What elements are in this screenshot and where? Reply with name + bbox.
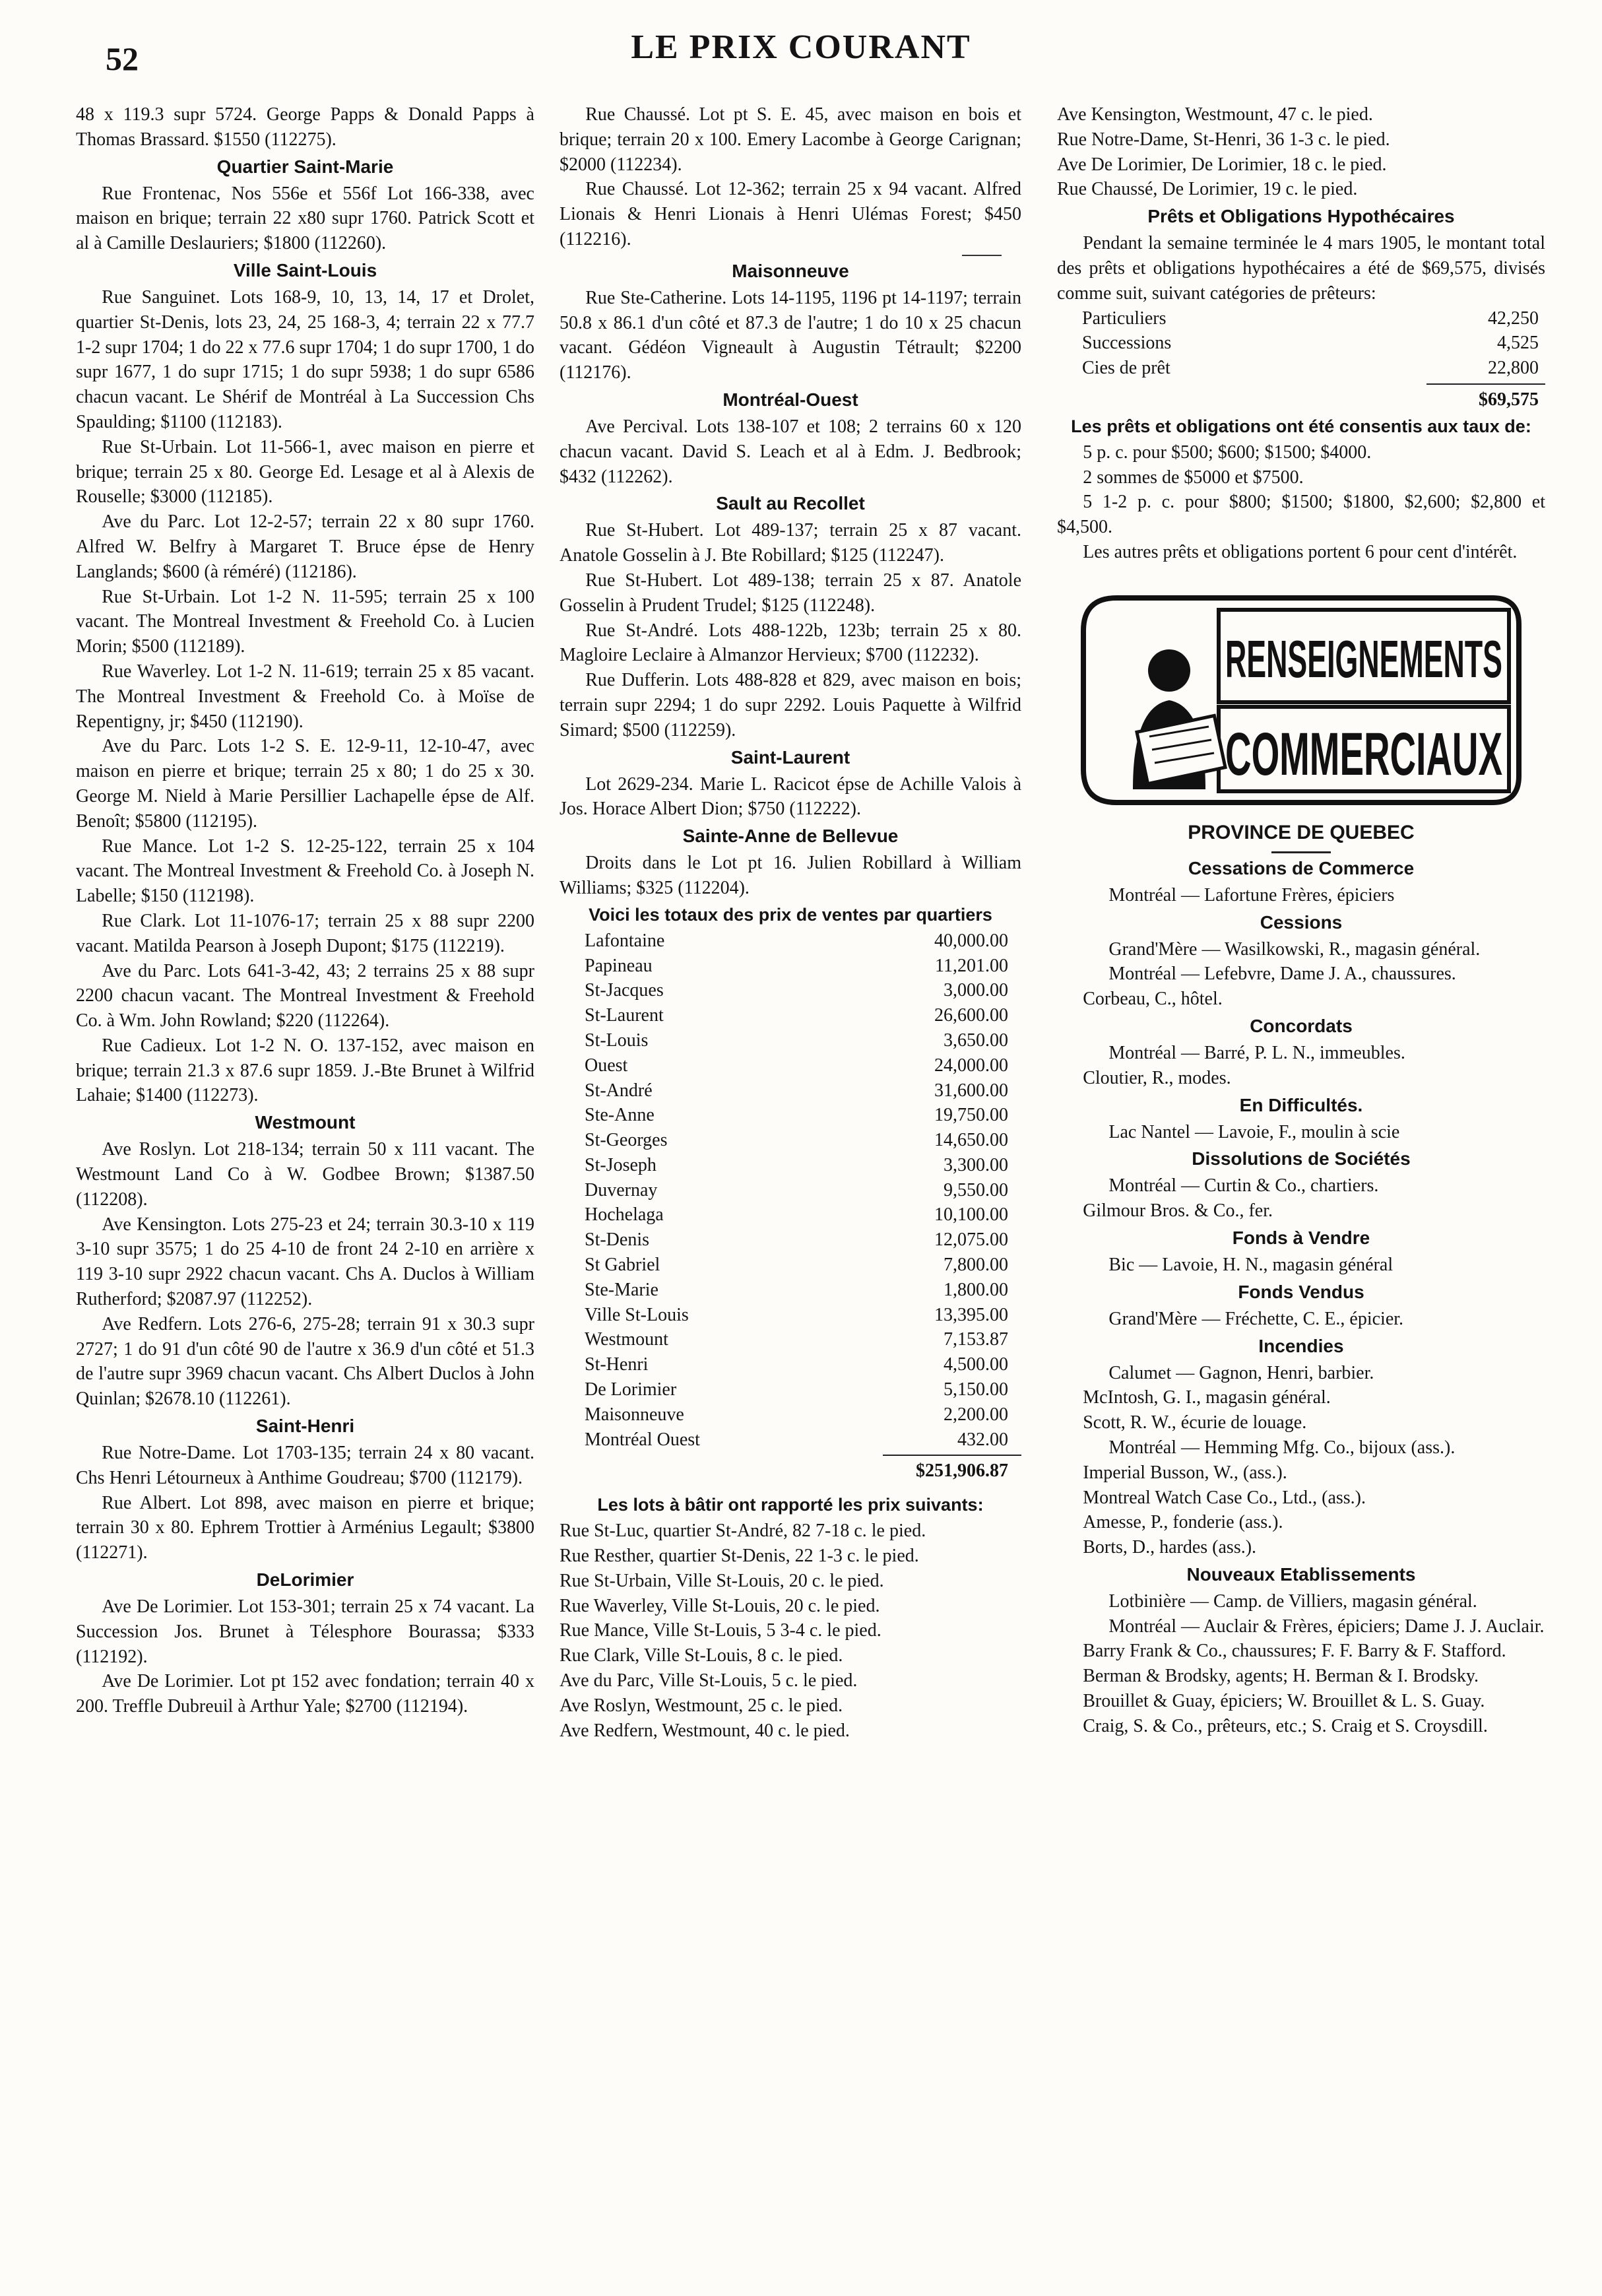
article-paragraph: Rue Notre-Dame. Lot 1703-135; terrain 24 x 80 vacant. Chs Henri Létourneux à Anthime Goudreau; $700 (112179).: [76, 1443, 534, 1488]
article-paragraph: Lot 2629-234. Marie L. Racicot épse de Achille Valois à Jos. Horace Albert Dion; $750 (112222).: [560, 773, 1021, 820]
ward-total: 12,075.00: [934, 1230, 1008, 1251]
lot-price-item: Rue Chaussé, De Lorimier, 19 c. le pied.: [1057, 179, 1358, 200]
ward-name: Hochelaga: [585, 1204, 664, 1226]
article-paragraph: Rue Cadieux. Lot 1-2 N. O. 137-152, avec maison en brique; terrain 21.3 x 87.6 supr 1859. J.-Bte Brunet à Wilfrid Lahaie; $1400 (112273).: [76, 1035, 534, 1106]
column-3: [1057, 102, 1545, 2274]
renseignements-banner: [1070, 591, 1525, 809]
business-entry: Lotbinière — Camp. de Villiers, magasin général.: [1108, 1591, 1477, 1612]
totals-row: [560, 1103, 1021, 1128]
totals-row: [560, 1078, 1021, 1103]
totals-row: [560, 1327, 1021, 1352]
business-entry: Borts, D., hardes (ass.).: [1083, 1537, 1257, 1558]
business-entry: Grand'Mère — Wasilkowski, R., magasin général.: [1108, 938, 1481, 960]
ward-name: Ste-Marie: [585, 1279, 658, 1300]
divider: [1271, 851, 1331, 853]
lender-category: Successions: [1082, 333, 1172, 354]
business-entry: Montréal — Barré, P. L. N., immeubles.: [1108, 1042, 1405, 1063]
ward-total: 10,100.00: [934, 1204, 1008, 1226]
section-heading: Saint-Laurent: [730, 746, 850, 768]
ward-total: 9,550.00: [944, 1179, 1008, 1200]
section-heading: Maisonneuve: [732, 260, 849, 281]
lender-category: Particuliers: [1082, 308, 1167, 329]
loan-amount: 4,525: [1497, 333, 1539, 354]
business-entry: Montréal — Lefebvre, Dame J. A., chaussures.: [1108, 964, 1456, 985]
ward-name: Ouest: [585, 1055, 628, 1076]
business-entry: Montréal — Auclair & Frères, épiciers; Dame J. J. Auclair.: [1108, 1616, 1545, 1637]
ward-total: 19,750.00: [934, 1105, 1008, 1126]
section-heading: Ville Saint-Louis: [233, 259, 377, 280]
article-paragraph: Rue St-André. Lots 488-122b, 123b; terrain 25 x 80. Magloire Leclaire à Almanzor Hervieux; $700 (112232).: [560, 620, 1021, 666]
loan-amount: 42,250: [1488, 308, 1539, 329]
ward-total: 7,153.87: [944, 1329, 1008, 1350]
business-entry: Scott, R. W., écurie de louage.: [1083, 1412, 1307, 1433]
article-paragraph: Rue Chaussé. Lot pt S. E. 45, avec maison en bois et brique; terrain 20 x 100. Emery Lacombe à George Carignan; $2000 (112234).: [560, 104, 1021, 175]
ward-name: Papineau: [585, 955, 653, 976]
article-paragraph: Rue St-Hubert. Lot 489-138; terrain 25 x 87. Anatole Gosselin à Prudent Trudel; $125 (112248).: [560, 570, 1021, 616]
ward-name: Duvernay: [585, 1179, 658, 1200]
ward-name: St-Denis: [585, 1230, 649, 1251]
lot-price-item: Ave Roslyn, Westmount, 25 c. le pied.: [560, 1695, 843, 1716]
article-paragraph: Ave Redfern. Lots 276-6, 275-28; terrain 91 x 30.3 supr 2727; 1 do 91 d'un côté 90 de l'autre x 36.9 d'un côté et 51.3 de l'autre supr 3969 chacun vacant. Chs Albert Duclos à John Quinlan; $2678.10 (112261).: [76, 1313, 534, 1410]
section-heading: Prêts et Obligations Hypothécaires: [1147, 206, 1455, 227]
article-paragraph: Rue Ste-Catherine. Lots 14-1195, 1196 pt 14-1197; terrain 50.8 x 86.1 d'un côté et 87.3 de l'autre; 1 do 10 x 25 chacun vacant. Gédéon Vigneault à Augustin Tétrault; $2200 (112176).: [560, 287, 1021, 383]
ward-name: Montréal Ouest: [585, 1429, 700, 1450]
business-entry: Montreal Watch Case Co., Ltd., (ass.).: [1083, 1487, 1366, 1508]
totals-row: [560, 1028, 1021, 1053]
article-paragraph: Rue Waverley. Lot 1-2 N. 11-619; terrain 25 x 85 vacant. The Montreal Investment & Freehold Co. à Moïse de Repentigny, jr; $450 (112190).: [76, 661, 534, 732]
business-entry: Montréal — Curtin & Co., chartiers.: [1108, 1175, 1379, 1197]
ward-total: 3,000.00: [944, 980, 1008, 1001]
loans-row: [1057, 356, 1545, 381]
ward-total: 14,650.00: [934, 1130, 1008, 1151]
article-paragraph: 48 x 119.3 supr 5724. George Papps & Donald Papps à Thomas Brassard. $1550 (112275).: [76, 104, 534, 150]
section-heading: Montréal-Ouest: [722, 389, 858, 410]
article-paragraph: Ave Roslyn. Lot 218-134; terrain 50 x 111 vacant. The Westmount Land Co à W. Godbee Brown; $1387.50 (112208).: [76, 1139, 534, 1210]
business-entry: Craig, S. & Co., prêteurs, etc.; S. Craig et S. Croysdill.: [1083, 1715, 1488, 1736]
totals-row: [560, 1128, 1021, 1153]
section-heading: Fonds à Vendre: [1232, 1227, 1370, 1248]
article-paragraph: Rue St-Urbain. Lot 11-566-1, avec maison en pierre et brique; terrain 25 x 80. George Ed. Lesage et al à Alexis de Rouselle; $3000 (112185).: [76, 436, 534, 508]
ward-name: St-Laurent: [585, 1005, 664, 1026]
business-entry: Bic — Lavoie, H. N., magasin général: [1108, 1254, 1394, 1275]
divider: [962, 255, 1002, 256]
section-heading: Saint-Henri: [255, 1416, 355, 1437]
lot-price-item: Ave Redfern, Westmount, 40 c. le pied.: [560, 1720, 850, 1741]
article-paragraph: Ave du Parc. Lots 1-2 S. E. 12-9-11, 12-10-47, avec maison en pierre et brique; terrain 25 x 80; 1 do 25 x 30. George M. Nield à Marie Persillier Lachapelle épse de Alf. Benoît; $5800 (112195).: [76, 736, 534, 832]
section-heading: Quartier Saint-Marie: [216, 156, 394, 177]
ward-total: 1,800.00: [944, 1279, 1008, 1300]
totals-row: [560, 1253, 1021, 1278]
business-entry: Amesse, P., fonderie (ass.).: [1083, 1512, 1283, 1533]
article-paragraph: Ave Kensington. Lots 275-23 et 24; terrain 30.3-10 x 119 3-10 supr 3575; 1 do 25 4-10 de front 24 2-10 en arrière x 119 3-10 supr 2922 chacun vacant. Chs A. Duclos à William Rutherford; $2087.97 (112252).: [76, 1214, 534, 1310]
lot-price-item: Ave du Parc, Ville St-Louis, 5 c. le pied.: [560, 1670, 858, 1691]
ward-total: 24,000.00: [934, 1055, 1008, 1076]
ward-name: St-Henri: [585, 1354, 649, 1375]
section-heading: Cessations de Commerce: [1188, 857, 1415, 878]
ward-total: 40,000.00: [934, 930, 1008, 951]
business-entry: Imperial Busson, W., (ass.).: [1083, 1462, 1287, 1483]
total-rule: [883, 1455, 1021, 1456]
business-entry: Berman & Brodsky, agents; H. Berman & I. Brodsky.: [1083, 1666, 1479, 1687]
section-heading: Voici les totaux des prix de ventes par quartiers: [589, 904, 992, 925]
article-paragraph: Rue Albert. Lot 898, avec maison en pierre et brique; terrain 30 x 80. Ephrem Trottier à Arménius Legault; $3800 (112271).: [76, 1492, 534, 1563]
article-paragraph: Rue Sanguinet. Lots 168-9, 10, 13, 14, 17 et Drolet, quartier St-Denis, lots 23, 24, 25 168-3, 4; terrain 22 x 77.7 1-2 supr 1704; 1 do 22 x 77.6 supr 1704; 1 do supr 1700, 1 do supr 1677, 1 do supr 1715; 1 do supr 5938; 1 do supr 6586 chacun vacant. Le Shérif de Montréal à La Succession Chs Spaulding; $1100 (112183).: [76, 286, 534, 432]
business-entry: Calumet — Gagnon, Henri, barbier.: [1108, 1362, 1374, 1383]
ward-total: 13,395.00: [934, 1304, 1008, 1325]
totals-table: [560, 929, 1021, 1453]
totals-row: [560, 954, 1021, 979]
grand-total: $251,906.87: [916, 1460, 1008, 1482]
ward-total: 432.00: [957, 1429, 1008, 1450]
business-entry: Gilmour Bros. & Co., fer.: [1083, 1200, 1273, 1222]
section-heading: DeLorimier: [256, 1569, 354, 1591]
ward-total: 31,600.00: [934, 1080, 1008, 1101]
banner-graphic: [1070, 591, 1525, 809]
business-entry: Lac Nantel — Lavoie, F., moulin à scie: [1108, 1121, 1400, 1142]
loan-amount: 22,800: [1488, 358, 1539, 379]
ward-name: St-Jacques: [585, 980, 664, 1001]
article-paragraph: Rue Frontenac, Nos 556e et 556f Lot 166-338, avec maison en brique; terrain 22 x80 supr 1760. Patrick Scott et al à Camille Deslauriers; $1800 (112260).: [76, 183, 534, 254]
section-heading: Westmount: [255, 1112, 356, 1133]
loans-table: [1057, 306, 1545, 381]
ward-name: Westmount: [585, 1329, 668, 1350]
lot-price-item: Rue Notre-Dame, St-Henri, 36 1-3 c. le pied.: [1057, 129, 1390, 150]
ward-name: Ville St-Louis: [585, 1304, 689, 1325]
article-paragraph: Pendant la semaine terminée le 4 mars 1905, le montant total des prêts et obligations hypothécaires a été de $69,575, divisés comme suit, suivant catégories de prêteurs:: [1057, 233, 1545, 304]
totals-row: [560, 978, 1021, 1003]
page-title: LE PRIX COURANT: [631, 28, 971, 66]
province-heading: PROVINCE DE QUEBEC: [1188, 821, 1415, 843]
rates-list: [1057, 440, 1545, 565]
ward-total: 7,800.00: [944, 1255, 1008, 1276]
ward-name: Maisonneuve: [585, 1404, 684, 1425]
loans-row: [1057, 306, 1545, 331]
lender-category: Cies de prêt: [1082, 358, 1170, 379]
page-header: [0, 25, 1602, 84]
rate-item: 5 p. c. pour $500; $600; $1500; $4000.: [1083, 442, 1372, 463]
column-1: [76, 102, 534, 2274]
section-heading: Cessions: [1260, 911, 1343, 933]
totals-row: [560, 1003, 1021, 1028]
ward-name: St-Louis: [585, 1030, 649, 1051]
lot-price-item: Ave Kensington, Westmount, 47 c. le pied.: [1057, 104, 1373, 125]
ward-total: 3,650.00: [944, 1030, 1008, 1051]
lot-price-item: Ave De Lorimier, De Lorimier, 18 c. le pied.: [1057, 154, 1387, 175]
totals-row: [560, 1352, 1021, 1377]
lots-list-continued: [1057, 102, 1545, 202]
rate-item: Les autres prêts et obligations portent 6 pour cent d'intérêt.: [1083, 541, 1518, 562]
article-paragraph: Ave du Parc. Lots 641-3-42, 43; 2 terrains 25 x 88 supr 2200 chacun vacant. The Montreal Investment & Freehold Co. à Wm. John Rowland; $220 (112264).: [76, 960, 534, 1032]
totals-row: [560, 1303, 1021, 1328]
ward-total: 26,600.00: [934, 1005, 1008, 1026]
reader-figure-icon: [1133, 649, 1225, 789]
section-heading: Incendies: [1258, 1335, 1344, 1356]
lot-price-item: Rue Resther, quartier St-Denis, 22 1-3 c. le pied.: [560, 1546, 919, 1567]
lot-price-item: Rue St-Urbain, Ville St-Louis, 20 c. le pied.: [560, 1570, 884, 1591]
banner-line-1: RENSEIGNEMENTS: [1225, 629, 1502, 688]
commercial-sections: [1057, 856, 1545, 1739]
business-entry: Corbeau, C., hôtel.: [1083, 989, 1223, 1010]
ward-name: St-Georges: [585, 1130, 668, 1151]
ward-name: St-Joseph: [585, 1154, 657, 1175]
ward-name: St Gabriel: [585, 1255, 660, 1276]
totals-row: [560, 1278, 1021, 1303]
lots-list: [560, 1519, 1021, 1743]
loans-row: [1057, 331, 1545, 356]
lot-price-item: Rue Waverley, Ville St-Louis, 20 c. le pied.: [560, 1595, 880, 1616]
article-paragraph: Ave du Parc. Lot 12-2-57; terrain 22 x 80 supr 1760. Alfred W. Belfry à Margaret T. Bruce épse de Henry Langlands; $600 (à réméré) (112186).: [76, 511, 534, 582]
totals-row: [560, 1053, 1021, 1078]
column-2: [560, 102, 1021, 2274]
section-heading: En Difficultés.: [1239, 1094, 1363, 1115]
totals-row: [560, 1202, 1021, 1228]
section-heading: Les prêts et obligations ont été consentis aux taux de:: [1071, 416, 1531, 436]
totals-row: [560, 1402, 1021, 1427]
section-heading: Sainte-Anne de Bellevue: [682, 826, 899, 847]
totals-row: [560, 1427, 1021, 1453]
article-paragraph: Ave De Lorimier. Lot 153-301; terrain 25 x 74 vacant. La Succession Jos. Brunet à Télesphore Bourassa; $333 (112192).: [76, 1596, 534, 1667]
totals-row: [560, 929, 1021, 954]
lot-price-item: Rue St-Luc, quartier St-André, 82 7-18 c. le pied.: [560, 1521, 926, 1542]
page-number: 52: [106, 40, 139, 77]
ward-name: Lafontaine: [585, 930, 665, 951]
article-paragraph: Rue St-Urbain. Lot 1-2 N. 11-595; terrain 25 x 100 vacant. The Montreal Investment & Freehold Co. à Lucien Morin; $500 (112189).: [76, 586, 534, 657]
ward-name: De Lorimier: [585, 1379, 677, 1400]
banner-line-2: COMMERCIAUX: [1225, 720, 1502, 788]
article-paragraph: Rue Chaussé. Lot 12-362; terrain 25 x 94 vacant. Alfred Lionais & Henri Lionais à Henri Ulémas Forest; $450 (112216).: [560, 179, 1021, 249]
business-entry: Barry Frank & Co., chaussures; F. F. Barry & F. Stafford.: [1083, 1641, 1506, 1662]
ward-total: 5,150.00: [944, 1379, 1008, 1400]
loans-total: $69,575: [1479, 389, 1539, 410]
ward-name: St-André: [585, 1080, 653, 1101]
article-paragraph: Rue Mance. Lot 1-2 S. 12-25-122, terrain 25 x 104 vacant. The Montreal Investment & Freehold Co. à Joseph N. Labelle; $150 (112198).: [76, 836, 534, 907]
article-paragraph: Ave Percival. Lots 138-107 et 108; 2 terrains 60 x 120 chacun vacant. David S. Leach et al à Edm. J. Bedbrook; $432 (112262).: [560, 416, 1021, 487]
lot-price-item: Rue Clark, Ville St-Louis, 8 c. le pied.: [560, 1645, 843, 1666]
business-entry: McIntosh, G. I., magasin général.: [1083, 1387, 1331, 1408]
ward-total: 11,201.00: [935, 955, 1008, 976]
lot-price-item: Rue Mance, Ville St-Louis, 5 3-4 c. le pied.: [560, 1620, 881, 1641]
article-paragraph: Rue Clark. Lot 11-1076-17; terrain 25 x 88 supr 2200 vacant. Matilda Pearson à Joseph Dupont; $175 (112219).: [76, 910, 534, 956]
ward-total: 3,300.00: [944, 1154, 1008, 1175]
ward-total: 4,500.00: [944, 1354, 1008, 1375]
ward-name: Ste-Anne: [585, 1105, 655, 1126]
section-heading: Les lots à bâtir ont rapporté les prix suivants:: [597, 1495, 984, 1515]
totals-row: [560, 1228, 1021, 1253]
article-paragraph: Droits dans le Lot pt 16. Julien Robillard à William Williams; $325 (112204).: [560, 853, 1021, 898]
rate-item: 5 1-2 p. c. pour $800; $1500; $1800, $2,600; $2,800 et $4,500.: [1057, 492, 1545, 538]
business-entry: Montréal — Hemming Mfg. Co., bijoux (ass.).: [1108, 1437, 1456, 1458]
article-paragraph: Rue St-Hubert. Lot 489-137; terrain 25 x 87 vacant. Anatole Gosselin à J. Bte Robillard; $125 (112247).: [560, 520, 1021, 566]
section-heading: Dissolutions de Sociétés: [1192, 1148, 1411, 1169]
total-rule: [1426, 383, 1545, 385]
article-paragraph: Ave De Lorimier. Lot pt 152 avec fondation; terrain 40 x 200. Treffle Dubreuil à Arthur Yale; $2700 (112194).: [76, 1671, 534, 1717]
section-heading: Fonds Vendus: [1238, 1281, 1364, 1302]
business-entry: Cloutier, R., modes.: [1083, 1067, 1231, 1088]
section-heading: Sault au Recollet: [716, 493, 865, 514]
article-paragraph: Rue Dufferin. Lots 488-828 et 829, avec maison en bois; terrain supr 2294; 1 do supr 2292. Louis Paquette à Wilfrid Simard; $500 (112259).: [560, 670, 1021, 740]
business-entry: Brouillet & Guay, épiciers; W. Brouillet & L. S. Guay.: [1083, 1691, 1485, 1712]
section-heading: Concordats: [1250, 1015, 1353, 1036]
business-entry: Montréal — Lafortune Frères, épiciers: [1108, 884, 1395, 905]
rate-item: 2 sommes de $5000 et $7500.: [1083, 467, 1304, 488]
ward-total: 2,200.00: [944, 1404, 1008, 1425]
totals-row: [560, 1377, 1021, 1402]
section-heading: Nouveaux Etablissements: [1186, 1563, 1416, 1585]
totals-row: [560, 1153, 1021, 1178]
business-entry: Grand'Mère — Fréchette, C. E., épicier.: [1108, 1308, 1404, 1329]
totals-row: [560, 1178, 1021, 1203]
